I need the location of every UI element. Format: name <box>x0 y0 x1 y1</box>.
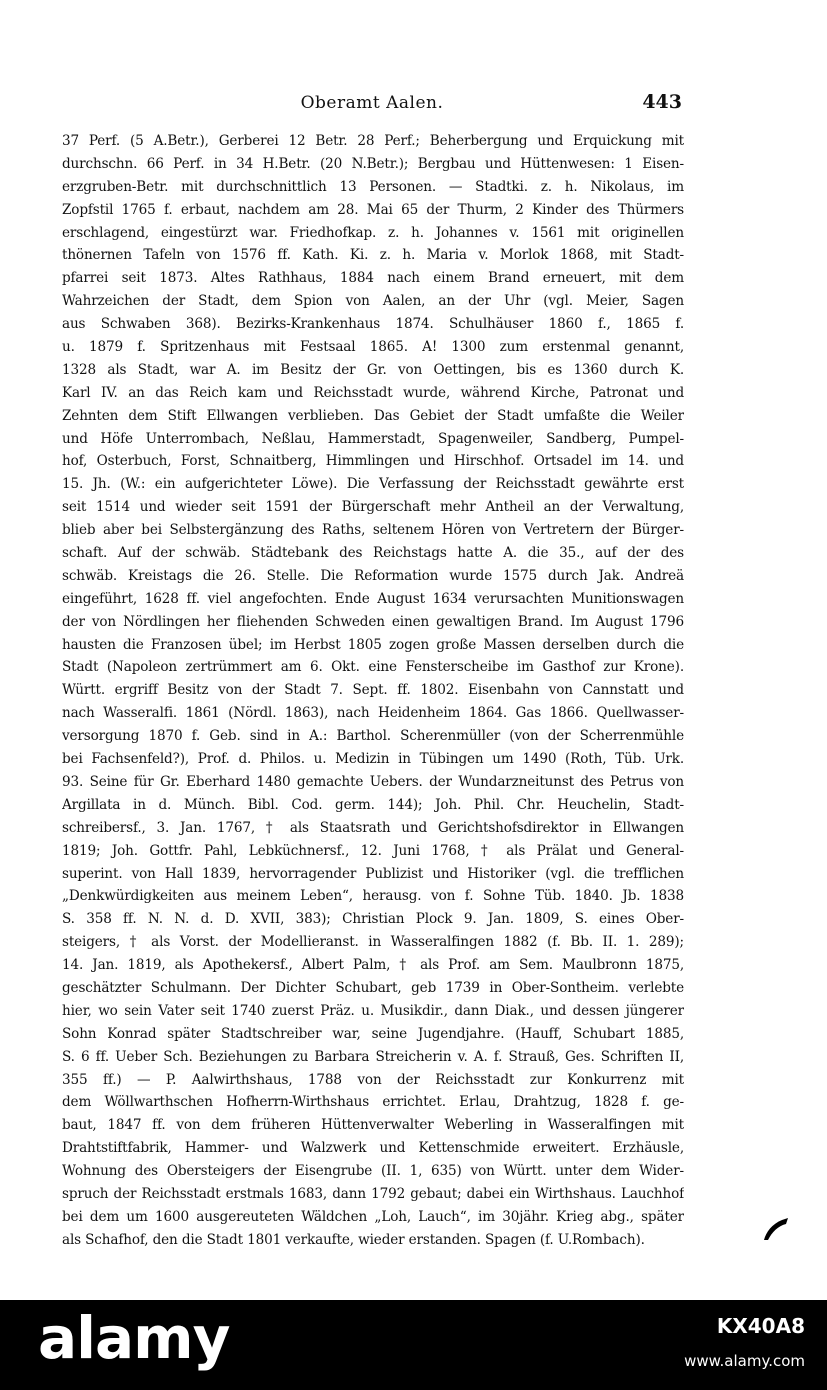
text-line: u. 1879 f. Spritzenhaus mit Festsaal 1865. A! 1300 zum erstenmal genannt, <box>62 339 684 356</box>
text-line: Zopfstil 1765 f. erbaut, nachdem am 28. Mai 65 der Thurm, 2 Kinder des Thürmers <box>62 201 684 218</box>
text-line: hier, wo sein Vater seit 1740 zuerst Präz. u. Musikdir., dann Diak., und dessen jüngerer <box>62 1002 684 1019</box>
text-line: Stadt (Napoleon zertrümmert am 6. Okt. eine Fensterscheibe im Gasthof zur Krone). <box>62 659 684 676</box>
running-title: Oberamt Aalen. <box>300 93 444 113</box>
text-line: durchschn. 66 Perf. in 34 H.Betr. (20 N.Betr.); Bergbau und Hüttenwesen: 1 Eisen- <box>62 155 684 172</box>
text-line: blieb aber bei Selbstergänzung des Raths, seltenem Hören von Vertretern der Bürger- <box>62 522 684 539</box>
text-line: thönernen Tafeln von 1576 ff. Kath. Ki. z. h. Maria v. Morlok 1868, mit Stadt- <box>62 247 684 264</box>
text-line: Zehnten dem Stift Ellwangen verblieben. Das Gebiet der Stadt umfaßte die Weiler <box>62 407 684 424</box>
text-line: Wahrzeichen der Stadt, dem Spion von Aalen, an der Uhr (vgl. Meier, Sagen <box>62 293 684 310</box>
text-line: bei Fachsenfeld?), Prof. d. Philos. u. Medizin in Tübingen um 1490 (Roth, Tüb. Urk. <box>62 751 684 768</box>
page-number: 443 <box>642 91 682 113</box>
text-line: geschätzter Schulmann. Der Dichter Schubart, geb 1739 in Ober-Sontheim. verlebte <box>62 979 684 996</box>
text-line: Sohn Konrad später Stadtschreiber war, seine Jugendjahre. (Hauff, Schubart 1885, <box>62 1025 684 1042</box>
text-line: S. 6 ff. Ueber Sch. Beziehungen zu Barbara Streicherin v. A. f. Strauß, Ges. Schriften II, <box>62 1048 684 1065</box>
text-line: 1328 als Stadt, war A. im Besitz der Gr. von Oettingen, bis es 1360 durch K. <box>62 361 684 378</box>
text-line: bei dem um 1600 ausgereuteten Wäldchen „Loh, Lauch“, im 30jähr. Krieg abg., später <box>62 1208 684 1225</box>
text-line: pfarrei seit 1873. Altes Rathhaus, 1884 nach einem Brand erneuert, mit dem <box>62 270 684 287</box>
text-line: versorgung 1870 f. Geb. sind in A.: Barthol. Scherenmüller (von der Scherrenmühle <box>62 728 684 745</box>
text-line: Württ. ergriff Besitz von der Stadt 7. Sept. ff. 1802. Eisenbahn von Cannstatt und <box>62 682 684 699</box>
text-line: steigers, † als Vorst. der Modellieranst. in Wasseralfingen 1882 (f. Bb. II. 1. 289); <box>62 934 684 951</box>
text-line: Argillata in d. Münch. Bibl. Cod. germ. 144); Joh. Phil. Chr. Heuchelin, Stadt- <box>62 796 684 813</box>
text-line: S. 358 ff. N. N. d. D. XVII, 383); Christian Plock 9. Jan. 1809, S. eines Ober- <box>62 911 684 928</box>
site-url: www.alamy.com <box>684 1352 805 1370</box>
text-line: erzgruben-Betr. mit durchschnittlich 13 Personen. — Stadtki. z. h. Nikolaus, im <box>62 178 684 195</box>
text-line: aus Schwaben 368). Bezirks-Krankenhaus 1874. Schulhäuser 1860 f., 1865 f. <box>62 316 684 333</box>
text-line: „Denkwürdigkeiten aus meinem Leben“, herausg. von f. Sohne Tüb. 1840. Jb. 1838 <box>62 888 684 905</box>
text-line: nach Wasseralfi. 1861 (Nördl. 1863), nach Heidenheim 1864. Gas 1866. Quellwasser- <box>62 705 684 722</box>
text-line: 1819; Joh. Gottfr. Pahl, Lebküchnersf., 12. Juni 1768, † als Prälat und General- <box>62 842 684 859</box>
body-text <box>62 130 684 1252</box>
text-line: Karl IV. an das Reich kam und Reichsstadt wurde, während Kirche, Patronat und <box>62 384 684 401</box>
text-line: der von Nördlingen her fliehenden Schweden einen gewaltigen Brand. Im August 1796 <box>62 613 684 630</box>
brand-logo: alamy <box>38 1304 230 1372</box>
text-line: baut, 1847 ff. von dem früheren Hüttenverwalter Weberling in Wasseralfingen mit <box>62 1117 684 1134</box>
text-line: schaft. Auf der schwäb. Städtebank des Reichstags hatte A. die 35., auf der des <box>62 545 684 562</box>
text-line: 355 ff.) — P. Aalwirthshaus, 1788 von der Reichsstadt zur Konkurrenz mit <box>62 1071 684 1088</box>
text-line: spruch der Reichsstadt erstmals 1683, dann 1792 gebaut; dabei ein Wirthshaus. Lauchhof <box>62 1185 684 1202</box>
text-line: und Höfe Unterrombach, Neßlau, Hammerstadt, Spagenweiler, Sandberg, Pumpel- <box>62 430 684 447</box>
text-line: schreibersf., 3. Jan. 1767, † als Staatsrath und Gerichtshofsdirektor in Ellwangen <box>62 819 684 836</box>
text-line: superint. von Hall 1839, hervorragender Publizist und Historiker (vgl. die trefflichen <box>62 865 684 882</box>
image-id: KX40A8 <box>716 1314 805 1338</box>
text-line: 93. Seine für Gr. Eberhard 1480 gemachte Uebers. der Wundarzneitunst des Petrus von <box>62 773 684 790</box>
text-line: hausten die Franzosen übel; im Herbst 1805 zogen große Massen derselben durch die <box>62 636 684 653</box>
text-line: seit 1514 und wieder seit 1591 der Bürgerschaft mehr Antheil an der Verwaltung, <box>62 499 684 516</box>
page-header <box>62 93 682 121</box>
text-line: hof, Osterbuch, Forst, Schnaitberg, Himmlingen und Hirschhof. Ortsadel im 14. und <box>62 453 684 470</box>
text-line: 15. Jh. (W.: ein aufgerichteter Löwe). Die Verfassung der Reichsstadt gewährte erst <box>62 476 684 493</box>
text-line: als Schafhof, den die Stadt 1801 verkaufte, wieder erstanden. Spagen (f. U.Rombach). <box>62 1231 645 1248</box>
watermark-banner <box>0 1300 827 1390</box>
text-line: 14. Jan. 1819, als Apothekersf., Albert Palm, † als Prof. am Sem. Maulbronn 1875, <box>62 957 684 974</box>
text-line: Drahtstiftfabrik, Hammer- und Walzwerk und Kettenschmide erweitert. Erzhäusle, <box>62 1140 684 1157</box>
text-line: dem Wöllwarthschen Hofherrn-Wirthshaus errichtet. Erlau, Drahtzug, 1828 f. ge- <box>62 1094 684 1111</box>
text-line: eingeführt, 1628 ff. viel angefochten. Ende August 1634 verursachten Munitionswagen <box>62 590 684 607</box>
ink-mark-icon <box>762 1214 790 1242</box>
text-line: erschlagend, eingestürzt war. Friedhofkap. z. h. Johannes v. 1561 mit originellen <box>62 224 684 241</box>
text-line: schwäb. Kreistags die 26. Stelle. Die Reformation wurde 1575 durch Jak. Andreä <box>62 567 684 584</box>
text-line: Wohnung des Obersteigers der Eisengrube (II. 1, 635) von Württ. unter dem Wider- <box>62 1163 684 1180</box>
text-line: 37 Perf. (5 A.Betr.), Gerberei 12 Betr. 28 Perf.; Beherbergung und Erquickung mit <box>62 133 684 149</box>
